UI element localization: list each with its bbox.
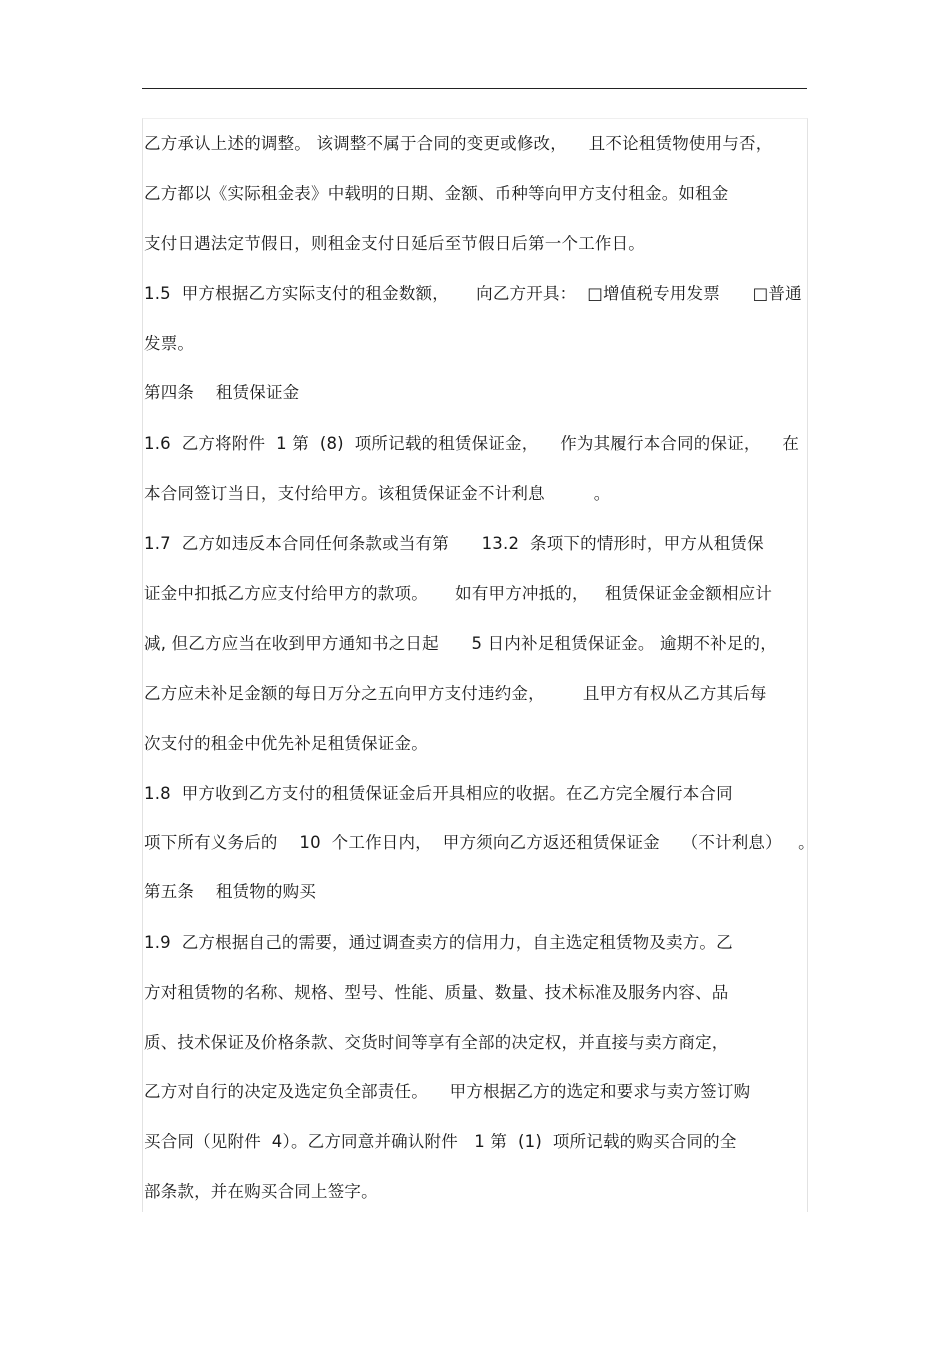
text-line: 1.7 乙方如违反本合同任何条款或当有第 13.2 条项下的情形时，甲方从租赁保 (144, 534, 764, 553)
text-line: 乙方承认上述的调整。 该调整不属于合同的变更或修改， 且不论租赁物使用与否， (144, 134, 773, 153)
text-line: 方对租赁物的名称、规格、型号、性能、质量、数量、技术标准及服务内容、品 (144, 983, 729, 1002)
section-heading: 第四条 租赁保证金 (144, 383, 300, 402)
text-line: 1.9 乙方根据自己的需要，通过调查卖方的信用力，自主选定租赁物及卖方。乙 (144, 933, 733, 952)
header-rule (142, 88, 807, 89)
text-line: 质、技术保证及价格条款、交货时间等享有全部的决定权，并直接与卖方商定， (144, 1033, 729, 1052)
text-line: 减, 但乙方应当在收到甲方通知书之日起 5 日内补足租赁保证金。 逾期不补足的， (144, 634, 777, 653)
text-line: 1.8 甲方收到乙方支付的租赁保证金后开具相应的收据。在乙方完全履行本合同 (144, 784, 733, 803)
text-line: 1.6 乙方将附件 1 第 (8) 项所记载的租赁保证金， 作为其履行本合同的保证， 在 (144, 434, 800, 453)
text-line: 乙方都以《实际租金表》中载明的日期、金额、币种等向甲方支付租金。如租金 (144, 184, 729, 203)
text-line: 本合同签订当日，支付给甲方。该租赁保证金不计利息 。 (144, 484, 611, 503)
text-line: 次支付的租金中优先补足租赁保证金。 (144, 734, 428, 753)
text-line: 乙方应未补足金额的每日万分之五向甲方支付违约金， 且甲方有权从乙方其后每 (144, 684, 767, 703)
text-line: 部条款，并在购买合同上签字。 (144, 1182, 378, 1201)
text-line: 项下所有义务后的 10 个工作日内， 甲方须向乙方返还租赁保证金 （不计利息） 。 (144, 833, 815, 852)
text-line: 1.5 甲方根据乙方实际支付的租金数额， 向乙方开具： □增值税专用发票 □普通 (144, 284, 802, 303)
text-line: 买合同（见附件 4）。乙方同意并确认附件 1 第 (1) 项所记载的购买合同的全 (144, 1132, 737, 1151)
section-heading: 第五条 租赁物的购买 (144, 882, 317, 901)
text-line: 乙方对自行的决定及选定负全部责任。 甲方根据乙方的选定和要求与卖方签订购 (144, 1082, 751, 1101)
text-line: 证金中扣抵乙方应支付给甲方的款项。 如有甲方冲抵的， 租赁保证金金额相应计 (144, 584, 773, 603)
text-line: 支付日遇法定节假日，则租金支付日延后至节假日后第一个工作日。 (144, 234, 645, 253)
text-line: 发票。 (144, 334, 195, 353)
